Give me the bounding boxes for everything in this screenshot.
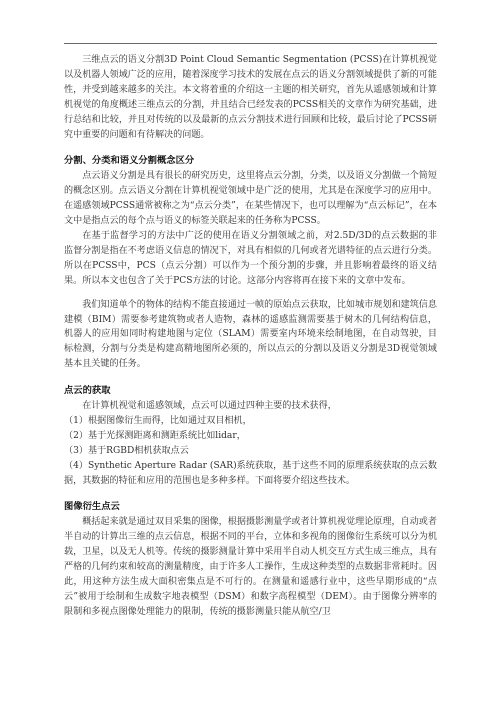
section1-paragraph-1: 点云语义分割是具有很长的研究历史，这里将点云分割，分类，以及语义分割做一个简短的概念区别。点云语义分割在计算机视觉领域中是广泛的使用，尤其是在深度学习的应用中。在遥感领域PCSS通常被称之为“点云分类”，在某些情况下，也可以理解为“点云标记”，在本文中是指点云的每个点与语义的标签关联起来的任务称为PCSS。 (64, 171, 437, 227)
acquisition-item-3: （3）基于RGBD相机获取点云 (64, 445, 189, 456)
document-body (64, 53, 437, 620)
header-rule (64, 43, 437, 44)
section-heading-acquisition: 点云的获取 (64, 385, 111, 397)
acquisition-item-1: （1）根据图像衍生而得，比如通过双目相机， (64, 415, 252, 426)
section-heading-segmentation: 分割、分类和语义分割概念区分 (64, 155, 195, 167)
intro-paragraph: 三维点云的语义分割3D Point Cloud Semantic Segmentation (PCSS)在计算机视觉以及机器人领域广泛的应用，随着深度学习技术的发展在点云的语义分割领域提供了新的可能性，并受到越来越多的关注。本文将着重的介绍这一主题的相关研究，首先从遥感领域和计算机视觉的角度概述三维点云的分割，并且结合已经发表的PCSS相关的文章作为研究基础，进行总结和比较，并且对传统的以及最新的点云分割技术进行回顾和比较，最后讨论了PCSS研究中重要的问题和有待解决的问题。 (64, 55, 437, 140)
acquisition-item-2: （2）基于光探测距离和测距系统比如lidar， (64, 430, 246, 441)
section1-paragraph-3: 我们知道单个的物体的结构不能直接通过一帧的原始点云获取，比如城市规划和建筑信息建模（BIM）需要参考建筑物或者人造物，森林的遥感监测需要基于树木的几何结构信息，机器人的应用如同时构建地图与定位（SLAM）需要室内环境来绘制地图，在自动驾驶，目标检测，分割与分类是构建高精地图所必须的，所以点云的分割以及语义分割是3D视觉领域基本且关键的任务。 (64, 299, 437, 370)
section3-paragraph-1: 概括起来就是通过双目采集的图像，根据摄影测量学或者计算机视觉理论原理，自动或者半自动的计算出三维的点云信息，根据不同的平台，立体和多视角的图像衍生系统可以分为机载，卫星，以及无人机等。传统的摄影测量计算中采用半自动人机交互方式生成三维点，具有严格的几何约束和较高的测量精度，由于许多人工操作，生成这种类型的点数据非常耗时。因此，用这种方法生成大面积密集点是不可行的。在测量和遥感行业中，这些早期形成的“点云”被用于绘制和生成数字地表模型（DSM）和数字高程模型（DEM）。由于图像分辨率的限制和多视点图像处理能力的限制，传统的摄影测量只能从航空/卫 (64, 517, 437, 617)
acquisition-item-4: （4）Synthetic Aperture Radar (SAR)系统获取，基于这些不同的原理系统获取的点云数据，其数据的特征和应用的范围也是多种多样。下面将要介绍这些技术。 (64, 460, 437, 486)
section2-paragraph-1: 在计算机视觉和遥感领域，点云可以通过四种主要的技术获得， (82, 401, 337, 412)
section1-paragraph-2: 在基于监督学习的方法中广泛的使用在语义分割领域之前，对2.5D/3D的点云数据的非监督分割是指在不考虑语义信息的情况下，对具有相似的几何或者光谱特征的点云进行分类。所以在PCSS中，PCS（点云分割）可以作为一个预分割的步骤，并且影响着最终的语义结果。所以本文也包含了关于PCS方法的讨论。这部分内容将再在接下来的文章中发布。 (64, 230, 437, 286)
section-heading-image-derived: 图像衍生点云 (64, 501, 120, 513)
